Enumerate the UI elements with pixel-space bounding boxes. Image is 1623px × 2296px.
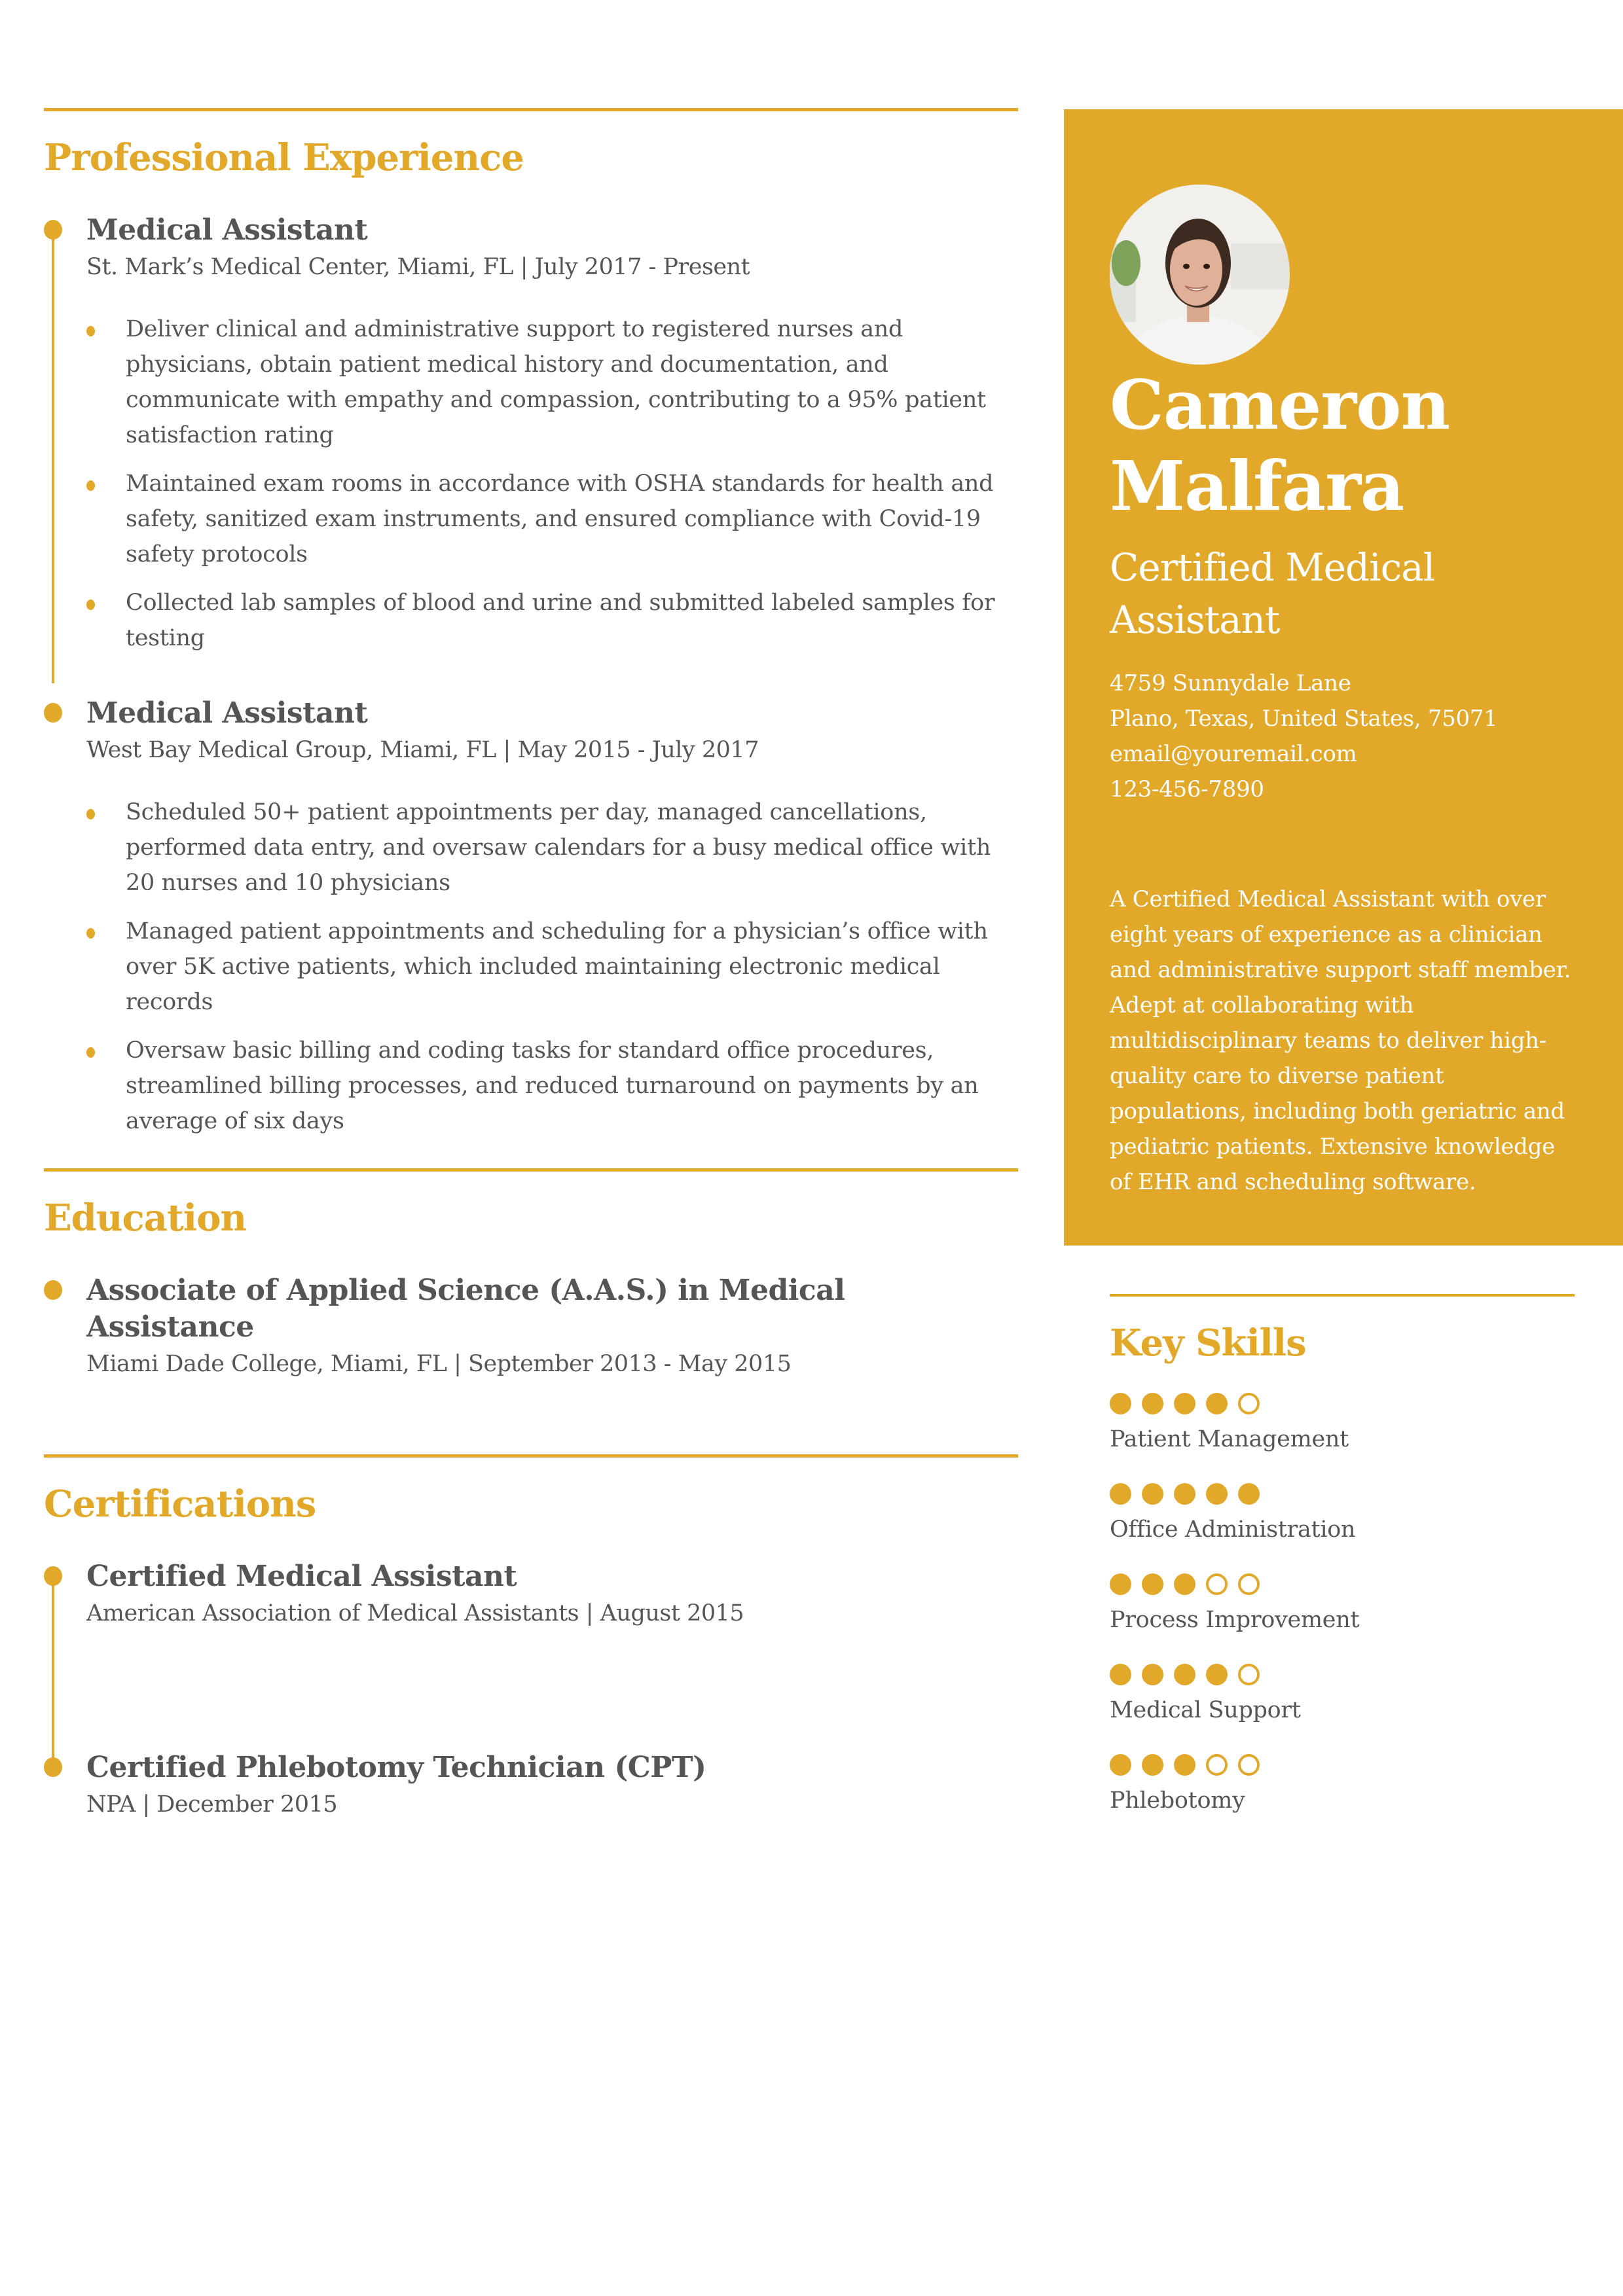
degree-title: Associate of Applied Science (A.A.S.) in Medical Assistance bbox=[86, 1274, 845, 1344]
bullet-dot-icon bbox=[86, 809, 95, 819]
certifications-section bbox=[44, 1454, 1018, 1823]
rating-filled-dot-icon bbox=[1110, 1754, 1131, 1776]
job-title-headline: Certified Medical Assistant bbox=[1110, 545, 1435, 642]
certifications-timeline bbox=[44, 1558, 1018, 1823]
last-name: Malfara bbox=[1110, 446, 1404, 526]
skills-section bbox=[1110, 1294, 1575, 1816]
skill-name: Medical Support bbox=[1110, 1697, 1301, 1723]
job-title: Medical Assistant bbox=[86, 213, 368, 247]
timeline-dot-icon bbox=[44, 220, 62, 240]
job-bullets bbox=[86, 795, 1018, 1139]
rating-empty-dot-icon bbox=[1206, 1754, 1228, 1776]
skill-name: Process Improvement bbox=[1110, 1607, 1360, 1633]
rating-filled-dot-icon bbox=[1110, 1573, 1131, 1595]
section-heading-education: Education bbox=[44, 1196, 247, 1240]
bullet-item bbox=[86, 914, 1018, 1020]
rating-filled-dot-icon bbox=[1174, 1483, 1195, 1505]
timeline-dot-icon bbox=[44, 1280, 62, 1300]
education-list bbox=[44, 1272, 1018, 1382]
rating-filled-dot-icon bbox=[1174, 1664, 1195, 1685]
professional-summary: A Certified Medical Assistant with over eight years of experience as a clinician and administrative support staff member. Adept at collaborating with multidisciplinary teams to deliver high-quality care to diverse patient populations, including both geriatric and pediatric patients. Extensive knowledge of EHR and scheduling software. bbox=[1110, 886, 1571, 1195]
skill-item bbox=[1110, 1573, 1575, 1636]
timeline-line bbox=[52, 1585, 54, 1771]
section-divider bbox=[44, 108, 1018, 111]
skill-name: Phlebotomy bbox=[1110, 1787, 1245, 1814]
job-title: Medical Assistant bbox=[86, 696, 368, 730]
rating-filled-dot-icon bbox=[1174, 1754, 1195, 1776]
rating-filled-dot-icon bbox=[1110, 1483, 1131, 1505]
portrait-photo-icon bbox=[1110, 185, 1290, 365]
rating-filled-dot-icon bbox=[1110, 1664, 1131, 1685]
experience-section bbox=[44, 108, 1018, 1139]
timeline-line bbox=[52, 238, 54, 683]
skill-item bbox=[1110, 1663, 1575, 1726]
rating-empty-dot-icon bbox=[1238, 1573, 1260, 1595]
timeline-dot-icon bbox=[44, 703, 62, 723]
skill-item bbox=[1110, 1482, 1575, 1545]
skill-item bbox=[1110, 1753, 1575, 1816]
bullet-dot-icon bbox=[86, 600, 95, 610]
skills-list bbox=[1110, 1392, 1575, 1816]
bullet-text: Oversaw basic billing and coding tasks for standard office procedures, streamlined billing processes, and reduced turnaround on payments by an average of six days bbox=[126, 1037, 979, 1134]
timeline-dot-icon bbox=[44, 1757, 62, 1777]
skill-name: Office Administration bbox=[1110, 1516, 1356, 1543]
rating-filled-dot-icon bbox=[1174, 1573, 1195, 1595]
education-section bbox=[44, 1168, 1018, 1382]
job-subtitle: St. Mark’s Medical Center, Miami, FL | July 2017 - Present bbox=[86, 254, 750, 280]
main-column bbox=[44, 108, 1018, 1823]
profile-photo bbox=[1110, 185, 1290, 365]
rating-filled-dot-icon bbox=[1142, 1664, 1163, 1685]
phone-number: 123-456-7890 bbox=[1110, 776, 1264, 802]
contact-info bbox=[1110, 666, 1498, 807]
rating-filled-dot-icon bbox=[1206, 1393, 1228, 1414]
bullet-item bbox=[86, 795, 1018, 901]
bullet-dot-icon bbox=[86, 1047, 95, 1058]
rating-filled-dot-icon bbox=[1238, 1483, 1260, 1505]
timeline-dot-icon bbox=[44, 1566, 62, 1586]
bullet-dot-icon bbox=[86, 480, 95, 491]
bullet-text: Collected lab samples of blood and urine and submitted labeled samples for testing bbox=[126, 590, 995, 651]
rating-filled-dot-icon bbox=[1142, 1483, 1163, 1505]
skill-rating bbox=[1110, 1573, 1575, 1595]
rating-empty-dot-icon bbox=[1238, 1754, 1260, 1776]
job-bullets bbox=[86, 312, 1018, 656]
certification-entry bbox=[44, 1749, 1018, 1823]
bullet-item bbox=[86, 466, 1018, 572]
rating-filled-dot-icon bbox=[1142, 1573, 1163, 1595]
education-entry bbox=[44, 1272, 1018, 1382]
section-heading-skills: Key Skills bbox=[1110, 1321, 1306, 1365]
profile-panel bbox=[1064, 109, 1623, 1246]
certification-subtitle: American Association of Medical Assistants | August 2015 bbox=[86, 1600, 744, 1626]
rating-filled-dot-icon bbox=[1206, 1664, 1228, 1685]
candidate-name bbox=[1110, 365, 1450, 527]
rating-filled-dot-icon bbox=[1142, 1754, 1163, 1776]
first-name: Cameron bbox=[1110, 365, 1450, 445]
bullet-text: Deliver clinical and administrative support to registered nurses and physicians, obtain patient medical history and documentation, and communicate with empathy and compassion, contributing to a 95% patient satisfaction rating bbox=[126, 316, 986, 448]
job-entry bbox=[44, 212, 1018, 656]
rating-empty-dot-icon bbox=[1238, 1664, 1260, 1685]
bullet-text: Maintained exam rooms in accordance with OSHA standards for health and safety, sanitized exam instruments, and ensured compliance with Covid-19 safety protocols bbox=[126, 471, 994, 567]
skill-rating bbox=[1110, 1392, 1575, 1414]
rating-filled-dot-icon bbox=[1110, 1393, 1131, 1414]
certification-title: Certified Medical Assistant bbox=[86, 1560, 517, 1593]
bullet-item bbox=[86, 585, 1018, 656]
certification-title: Certified Phlebotomy Technician (CPT) bbox=[86, 1751, 706, 1784]
school-subtitle: Miami Dade College, Miami, FL | September 2013 - May 2015 bbox=[86, 1351, 792, 1377]
certification-entry bbox=[44, 1558, 1018, 1632]
skill-rating bbox=[1110, 1482, 1575, 1505]
rating-filled-dot-icon bbox=[1142, 1393, 1163, 1414]
rating-empty-dot-icon bbox=[1238, 1393, 1260, 1414]
bullet-item bbox=[86, 1033, 1018, 1139]
bullet-dot-icon bbox=[86, 928, 95, 939]
address-line-2: Plano, Texas, United States, 75071 bbox=[1110, 706, 1498, 732]
section-divider bbox=[44, 1454, 1018, 1458]
section-divider bbox=[1110, 1294, 1575, 1297]
bullet-dot-icon bbox=[86, 326, 95, 336]
rating-filled-dot-icon bbox=[1206, 1483, 1228, 1505]
skill-item bbox=[1110, 1392, 1575, 1455]
skill-name: Patient Management bbox=[1110, 1426, 1349, 1452]
rating-filled-dot-icon bbox=[1174, 1393, 1195, 1414]
skill-rating bbox=[1110, 1663, 1575, 1685]
email-link[interactable]: email@youremail.com bbox=[1110, 741, 1357, 767]
certification-subtitle: NPA | December 2015 bbox=[86, 1791, 338, 1818]
skill-rating bbox=[1110, 1753, 1575, 1776]
section-heading-experience: Professional Experience bbox=[44, 136, 524, 179]
rating-empty-dot-icon bbox=[1206, 1573, 1228, 1595]
address-line-1: 4759 Sunnydale Lane bbox=[1110, 670, 1351, 696]
bullet-text: Scheduled 50+ patient appointments per day, managed cancellations, performed data entry, and oversaw calendars for a busy medical office with 20 nurses and 10 physicians bbox=[126, 799, 991, 896]
section-heading-certifications: Certifications bbox=[44, 1482, 316, 1526]
bullet-item bbox=[86, 312, 1018, 453]
experience-timeline bbox=[44, 212, 1018, 1139]
section-divider bbox=[44, 1168, 1018, 1172]
bullet-text: Managed patient appointments and scheduling for a physician’s office with over 5K active patients, which included maintaining electronic medical records bbox=[126, 918, 988, 1015]
job-entry bbox=[44, 695, 1018, 1139]
job-subtitle: West Bay Medical Group, Miami, FL | May 2015 - July 2017 bbox=[86, 737, 759, 763]
